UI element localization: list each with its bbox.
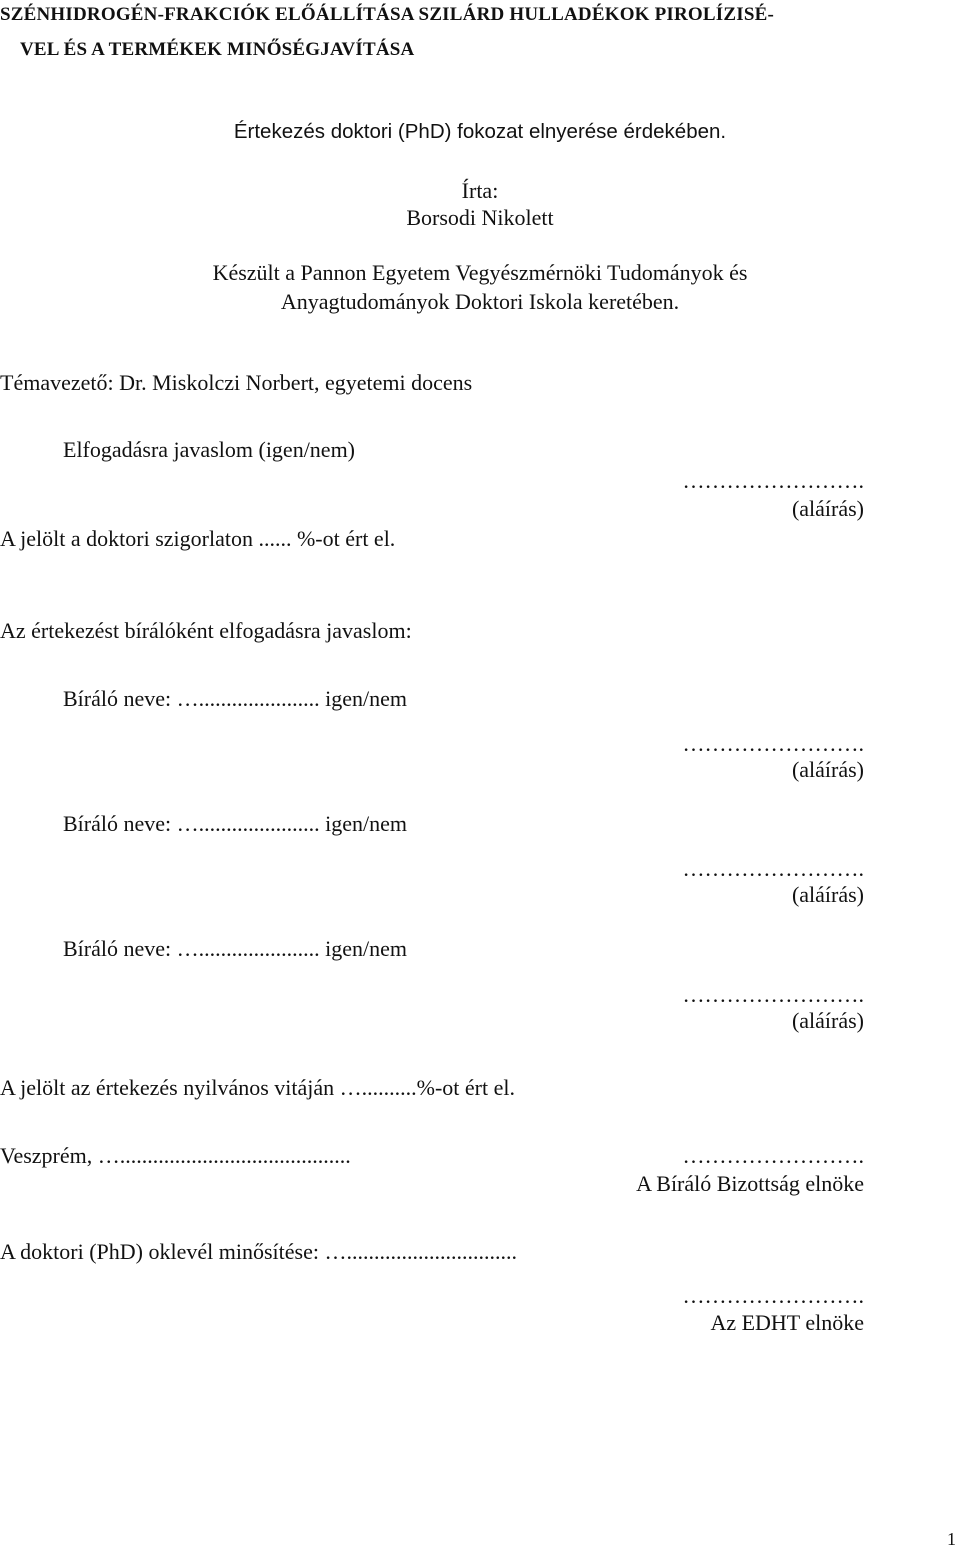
page-number: 1: [947, 1529, 956, 1549]
committee-signature-dots: …………………….: [682, 1143, 864, 1168]
committee-chair-label: A Bíráló Bizottság elnöke: [636, 1171, 864, 1196]
exam-result-line: A jelölt a doktori szigorlaton ...... %-ot ért el.: [0, 526, 396, 551]
signature-dots: …………………….: [682, 731, 864, 756]
diploma-rating-line: A doktori (PhD) oklevél minősítése: …...............................: [0, 1239, 517, 1264]
thesis-purpose: Értekezés doktori (PhD) fokozat elnyerése érdekében.: [233, 120, 727, 143]
reviewer-line: Bíráló neve: …...................... igen/nem: [63, 686, 407, 711]
signature-dots: …………………….: [682, 982, 864, 1007]
signature-label: (aláírás): [791, 496, 864, 521]
reviewer-line: Bíráló neve: …...................... igen/nem: [63, 936, 407, 961]
written-by-label: Írta:: [461, 178, 499, 203]
defense-result-line: A jelölt az értekezés nyilvános vitáján …..........%-ot ért el.: [0, 1075, 516, 1100]
place-date-line: Veszprém, …..........................................: [0, 1143, 351, 1168]
thesis-title-line-1: SZÉNHIDROGÉN-FRAKCIÓK ELŐÁLLÍTÁSA SZILÁRD HULLADÉKOK PIROLÍZISÉ-: [0, 4, 775, 25]
edht-signature-dots: …………………….: [682, 1283, 864, 1308]
reviewer-line: Bíráló neve: …...................... igen/nem: [63, 811, 407, 836]
signature-dots: …………………….: [682, 856, 864, 881]
thesis-title-line-2: VEL ÉS A TERMÉKEK MINŐSÉGJAVÍTÁSA: [20, 39, 415, 60]
author-name: Borsodi Nikolett: [406, 205, 554, 230]
made-at-line-2: Anyagtudományok Doktori Iskola keretében.: [280, 289, 680, 314]
signature-dots: …………………….: [682, 468, 864, 493]
supervisor-line: Témavezető: Dr. Miskolczi Norbert, egyetemi docens: [0, 370, 473, 395]
signature-label: (aláírás): [791, 757, 864, 782]
reviewers-heading: Az értekezést bírálóként elfogadásra javaslom:: [0, 618, 412, 643]
signature-label: (aláírás): [791, 882, 864, 907]
edht-chair-label: Az EDHT elnöke: [710, 1310, 864, 1335]
signature-label: (aláírás): [791, 1008, 864, 1033]
made-at-line-1: Készült a Pannon Egyetem Vegyészmérnöki Tudományok és: [212, 260, 748, 285]
supervisor-recommend: Elfogadásra javaslom (igen/nem): [63, 437, 356, 462]
